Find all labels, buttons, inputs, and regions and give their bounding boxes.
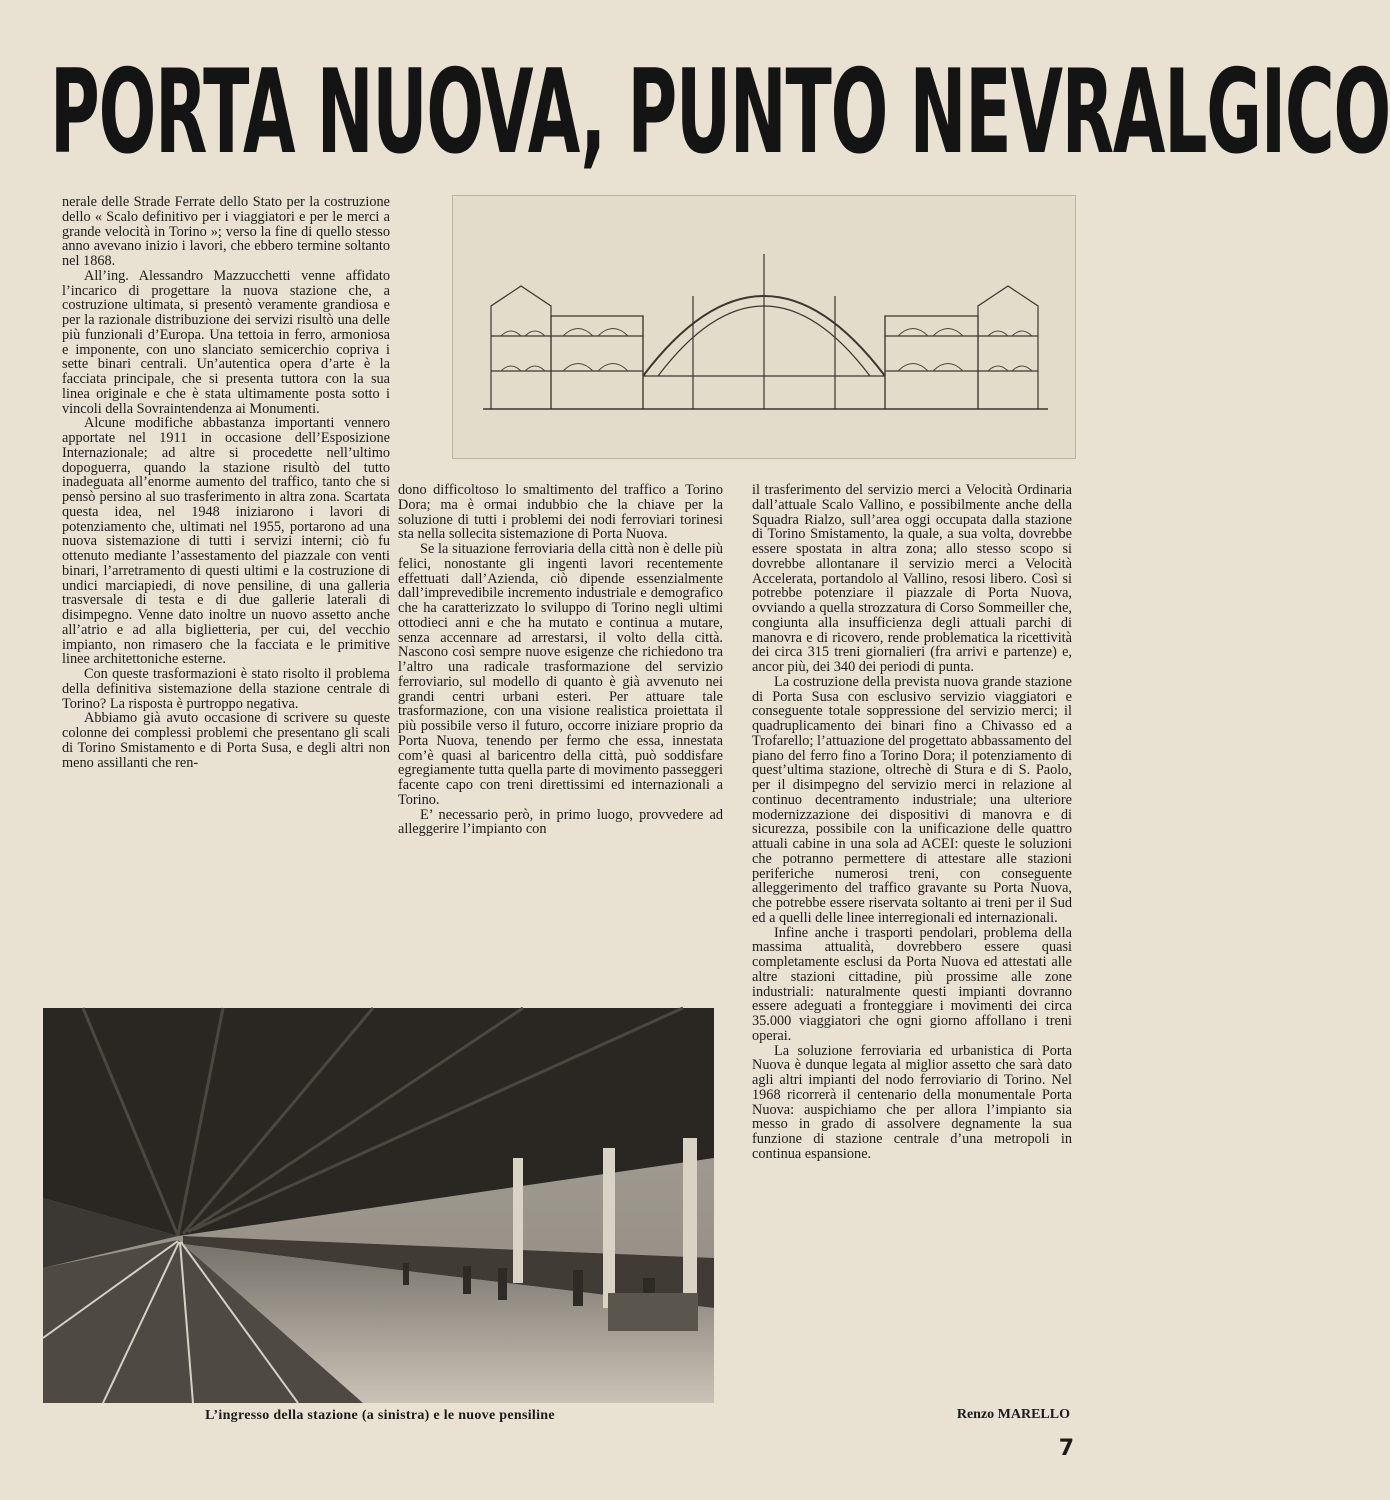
article-column-2 [398,483,723,983]
platform-photo [43,1008,714,1403]
page-number: 7 [1058,1436,1074,1461]
paragraph: il trasferimento del servizio merci a Velocità Ordinaria dall’attuale Scalo Vallino, e possibilmente anche della Squadra Rialzo, sull’area oggi occupata dalla stazione di Torino Smistamento, la quale, a sua volta, dovrebbe essere spostata in altra zona; allo stesso scopo si dovrebbe allontanare il servizio merci a Velocità Accelerata, portandolo al Vallino, resosi libero. Così si potrebbe potenziare il piazzale di Porta Nuova, ovviando a quella strozzatura di Corso Sommeiller che, congiunta alla insufficienza degli attuali parchi di manovra e di ricovero, rende problematica la ricettività dei circa 315 treni giornalieri (fra arrivi e partenze) e, ancor più, dei 340 dei periodi di punta. [752,482,1072,675]
paragraph: Abbiamo già avuto occasione di scrivere su queste colonne dei complessi problemi che presentano gli scali di Torino Smistamento e di Porta Susa, e degli altri non meno assillanti che ren- [62,710,390,771]
paragraph: Alcune modifiche abbastanza importanti vennero apportate nel 1911 in occasione dell’Esposizione Internazionale; ad altre si procedette nell’ultimo dopoguerra, quando la stazione risultò del tutto inadeguata all’enorme aumento del traffico, tanto che si pensò persino al suo trasferimento in altra zona. Scartata questa idea, nel 1948 iniziarono i lavori di potenziamento che, ultimati nel 1955, portarono ad una nuova sistemazione di tutti i servizi interni; ciò fu ottenuto mediante l’assestamento del piazzale con venti binari, l’arretramento di questi ultimi e la costruzione di undici marciapiedi, di nove pensiline, di una galleria trasversale di testa e di due gallerie laterali di disimpegno. Venne dato inoltre un nuovo assetto anche all’atrio e ad alla biglietteria, per cui, del vecchio impianto, non rimasero che la facciata e le primitive linee architettoniche esterne. [62,415,390,668]
paragraph: La costruzione della prevista nuova grande stazione di Porta Susa con esclusivo servizio viaggiatori e conseguente totale soppressione del servizio merci; il quadruplicamento dei binari fino a Chivasso ed a Trofarello; l’attuazione del progettato abbassamento del piano del ferro fino a Torino Dora; il potenziamento di quest’ultima stazione, oltrechè di Stura e di S. Paolo, per il disimpegno del servizio merci in relazione al continuo decentramento industriale; una ulteriore modernizzazione dei dispositivi di manovra e di sicurezza, possibile con la unificazione delle quattro attuali cabine in una sola ad ACEI: queste le soluzioni che potranno permettere di attestare alle stazioni periferiche numerosi treni, con conseguente alleggerimento del traffico gravante su Porta Nuova, che potrebbe essere riservata soltanto ai treni per il Sud ed a quelli delle linee interregionali ed internazionali. [752,673,1072,926]
paragraph: All’ing. Alessandro Mazzucchetti venne affidato l’incarico di progettare la nuova stazione che, a costruzione ultimata, si presentò veramente grandiosa e per la razionale distribuzione dei servizi risultò una delle più funzionali d’Europa. Una tettoia in ferro, armoniosa e imponente, con uno slanciato semicerchio copriva i sette binari centrali. Un’autentica opera d’arte è la facciata principale, che si presenta tuttora con la sua linea originale e che è stata ultimamente posta sotto i vincoli della Sovraintendenza ai Monumenti. [62,267,390,417]
paragraph: dono difficoltoso lo smaltimento del traffico a Torino Dora; ma è ormai indubbio che la chiave per la soluzione di tutti i problemi dei nodi ferroviari torinesi sta nella sollecita sistemazione di Porta Nuova. [398,482,723,543]
paragraph: Infine anche i trasporti pendolari, problema della massima attualità, dovrebbero essere quasi completamente esclusi da Porta Nuova ed attestati alle altre stazioni cittadine, più prossime alle zone industriali: naturalmente questi impianti dovranno essere adeguati a fronteggiare i movimenti dei circa 35.000 viaggiatori che ogni giorno affollano i treni operai. [752,924,1072,1044]
author-signature: Renzo MARELLO [956,1407,1070,1422]
paragraph: E’ necessario però, in primo luogo, provvedere ad alleggerire l’impianto con [398,806,723,838]
article-column-1 [62,195,390,980]
paragraph: Se la situazione ferroviaria della città non è delle più felici, nonostante gli ingenti lavori recentemente effettuati dall’Azienda, ciò dipende essenzialmente dall’imprevedibile incremento industriale e demografico che ha caratterizzato lo sviluppo di Torino negli ultimi ottodieci anni e che ha mutato e continua a mutare, senza accennare ad arrestarsi, il volto della città. Nascono così sempre nuove esigenze che richiedono tra l’altro una radicale trasformazione del servizio ferroviario, sul modello di quanto è già avvenuto nei grandi centri urbani esteri. Per attuare tale trasformazione, con una visione realistica proiettata il più possibile verso il futuro, occorre iniziare proprio da Porta Nuova, tenendo per fermo che essa, innestata com’è quasi al baricentro della città, può soddisfare egregiamente tutta quella parte di movimento passeggeri facente capo con treni direttissimi ed internazionali a Torino. [398,541,723,808]
photo-caption: L’ingresso della stazione (a sinistra) e le nuove pensiline [205,1408,555,1423]
paragraph: nerale delle Strade Ferrate dello Stato per la costruzione dello « Scalo definitivo per i viaggiatori e per le merci a grande velocità in Torino »; verso la fine di quello stesso anno avevano inizio i lavori, che ebbero termine soltanto nel 1868. [62,194,390,269]
article-column-3 [752,483,1072,1401]
paragraph: Con queste trasformazioni è stato risolto il problema della definitiva sistemazione della stazione centrale di Torino? La risposta è purtroppo negativa. [62,666,390,712]
station-elevation-drawing [452,195,1076,459]
headline: PORTA NUOVA, PUNTO NEVRALGICO [50,45,1390,180]
paragraph: La soluzione ferroviaria ed urbanistica di Porta Nuova è dunque legata al miglior assetto che sarà dato agli altri impianti del nodo ferroviario di Torino. Nel 1968 ricorrerà il centenario della monumentale Porta Nuova: auspichiamo che per allora l’impianto sia messo in grado di assolvere degnamente la sua funzione di stazione centrale d’una metropoli in continua espansione. [752,1042,1072,1162]
